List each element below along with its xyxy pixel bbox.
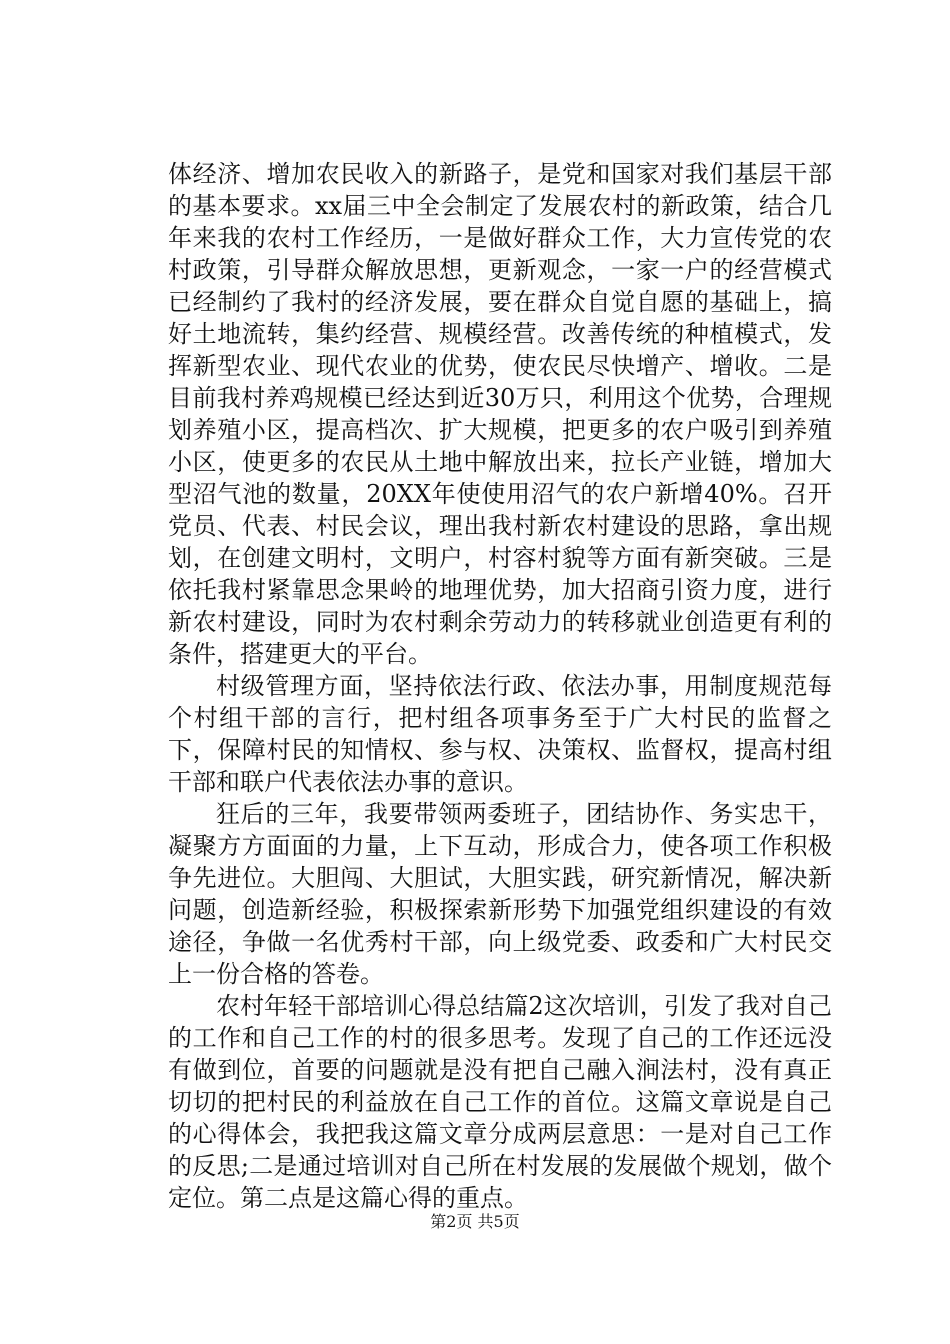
- paragraph-training-reflection: 农村年轻干部培训心得总结篇2这次培训，引发了我对自己的工作和自己工作的村的很多思考。发现了自己的工作还远没有做到位，首要的问题就是没有把自己融入涧法村，没有真正切切的把村民的利益放在自己工作的首位。这篇文章说是自己的心得体会，我把我这篇文章分成两层意思：一是对自己工作的反思;二是通过培训对自己所在村发展的发展做个规划，做个定位。第二点是这篇心得的重点。: [168, 992, 832, 1212]
- document-body: [168, 158, 832, 1214]
- page-number-footer: 第2页 共5页: [430, 1212, 520, 1231]
- paragraph-continuation: 体经济、增加农民收入的新路子，是党和国家对我们基层干部的基本要求。xx届三中全会制定了发展农村的新政策，结合几年来我的农村工作经历，一是做好群众工作，大力宣传党的农村政策，引导群众解放思想，更新观念，一家一户的经营模式已经制约了我村的经济发展，要在群众自觉自愿的基础上，搞好土地流转，集约经营、规模经营。改善传统的种植模式，发挥新型农业、现代农业的优势，使农民尽快增产、增收。二是目前我村养鸡规模已经达到近30万只，利用这个优势，合理规划养殖小区，提高档次、扩大规模，把更多的农户吸引到养殖小区，使更多的农民从土地中解放出来，拉长产业链，增加大型沼气池的数量，20XX年使使用沼气的农户新增40%。召开党员、代表、村民会议，理出我村新农村建设的思路，拿出规划，在创建文明村，文明户，村容村貌等方面有新突破。三是依托我村紧靠思念果岭的地理优势，加大招商引资力度，进行新农村建设，同时为农村剩余劳动力的转移就业创造更有利的条件，搭建更大的平台。: [168, 160, 832, 668]
- paragraph-three-year-plan: 狂后的三年，我要带领两委班子，团结协作、务实忠干，凝聚方方面面的力量，上下互动，形成合力，使各项工作积极争先进位。大胆闯、大胆试，大胆实践，研究新情况，解决新问题，创造新经验，积极探索新形势下加强党组织建设的有效途径，争做一名优秀村干部，向上级党委、政委和广大村民交上一份合格的答卷。: [168, 800, 832, 988]
- paragraph-village-management: 村级管理方面，坚持依法行政、依法办事，用制度规范每个村组干部的言行，把村组各项事务至于广大村民的监督之下，保障村民的知情权、参与权、决策权、监督权，提高村组干部和联户代表依法办事的意识。: [168, 672, 832, 796]
